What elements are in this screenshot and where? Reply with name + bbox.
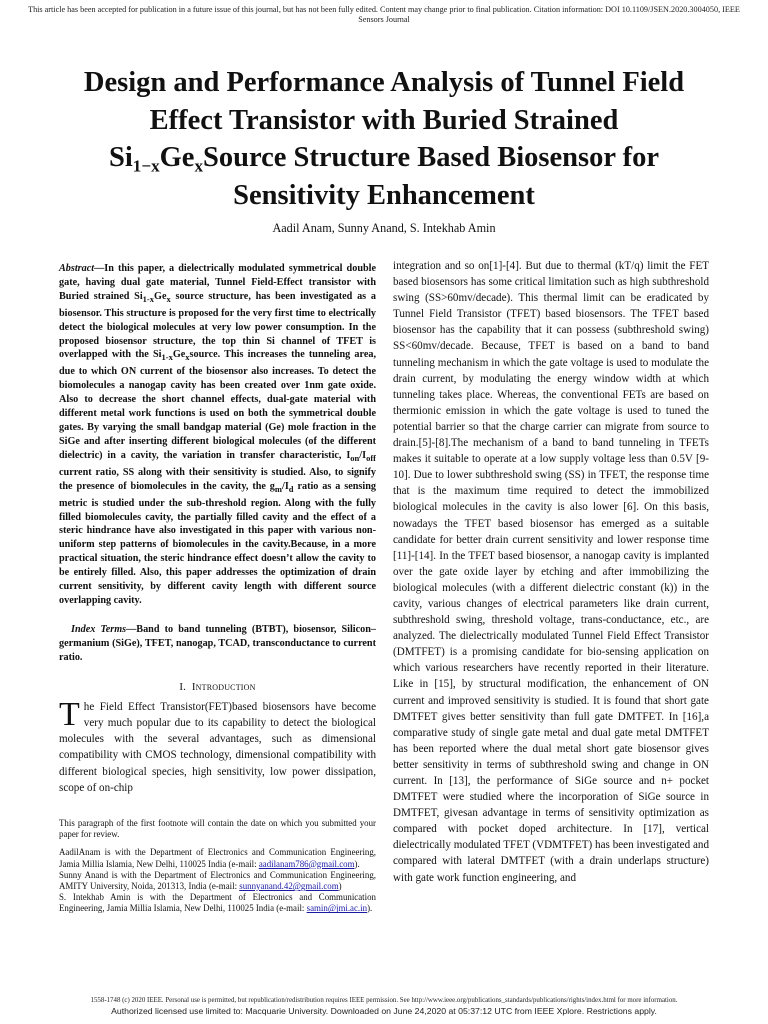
title-line-3: $Si_{1-x}Ge_xSource$ Structure Based Biosensor for: [109, 142, 659, 176]
copyright-line: 1558-1748 (c) 2020 IEEE. Personal use is permitted, but republication/redistribution requires IEEE permission. See http://www.ieee.org/publications_standards/publications/rights/index.html for more information.: [90, 997, 678, 1004]
index-terms-label: Index Terms: [71, 623, 127, 635]
title-line-2: Effect Transistor with Buried Strained: [149, 104, 619, 136]
paper-title: [40, 64, 728, 214]
email-link-aadil[interactable]: aadilanam786@gmail.com: [258, 858, 355, 869]
left-column: [59, 262, 376, 796]
journal-notice: This article has been accepted for publication in a future issue of this journal, but has not been fully edited. Content may change prior to final publication. Citation information: DOI 10.1109/JSEN.2020.3004050, IEEE Sensors Journal: [28, 5, 740, 24]
author-list: Aadil Anam, Sunny Anand, S. Intekhab Amin: [272, 221, 496, 235]
license-line: Authorized licensed use limited to: Macquarie University. Downloaded on June 24,2020 at 05:37:12 UTC from IEEE Xplore. Restrictions apply.: [111, 1006, 657, 1016]
email-link-sunny[interactable]: sunnyanand.42@gmail.com: [239, 881, 339, 892]
right-column: [393, 258, 709, 886]
index-terms: Index Terms—Band to band tunneling (BTBT), biosensor, Silicon–germanium (SiGe), TFET, nanogap, TCAD, transconductance to current ratio.: [59, 623, 376, 663]
section-heading-introduction: I. Introduction: [179, 680, 256, 693]
drop-cap: T: [59, 695, 80, 733]
title-line-1: Design and Performance Analysis of Tunnel Field: [83, 67, 685, 98]
footnotes: [59, 818, 376, 915]
introduction-continued: integration and so on[1]-[4]. But due to thermal (kT/q) limit the FET based biosensors has some critical limitation such as high subthreshold swing (SS>60mv/decade). This thermal limit can be eradicated by Tunnel Field Transistor (TFET) based biosensors. The TFET based biosensor has the capability that it can possess (subthreshold swing) SS<60mv/decade. Because, TFET is based on a band to band tunneling mechanism in which the gate voltage is used to modulate the drain current, by modulating the energy window width at which tunneling takes place. Whereas, the conventional FETs are based on thermionic emission in which the gate voltage is used to tuned the potential barrier so that the charge carrier can migrate from source to drain.[5]-[8].The mechanism of a band to band tunneling in TFETs makes it suitable to operate at a low supply voltage less than 0.5V [9-10]. Due to lower subthreshold swing (SS) in TFET, the response time that is the maximum time required to detect the immobilized biological molecules in the cavity is also lower [6]. On this basis, nowadays the TFET based biosensor has emerged as a suitable candidate for better drain current sensitivity and lower response time [11]-[14]. In the TFET based biosensor, a nanogap cavity is implanted over the gate oxide layer by etching and after immobilizing the biological molecules (with a different dielectric constant (k)) in the cavity, various changes of electrical parameters like drain current, subthreshold swing, threshold voltage, trans-conductance, etc., are analyzed. The dielectrically modulated Tunnel Field Effect Transistor (DMTFET) is a promising candidate for bio-sensing application on which various researchers have recently reported in their literature. Like in [15], by structural modification, the enhancement of ON current and improved sensitivity is studied. It is found that short gate DMTFET gives better sensitivity than full gate DMTFET. In [16],a comparative study of single gate metal and dual gate metal DMTFET has been reported where the dual metal short gate biosensor gives better sensitivity in terms of subthreshold swing and change in ON current. In [13], the performance of SiGe source and n+ pocket DMTFET were studied where the incorporation of SiGe source in DMTFET, givesan advantage in terms of sensitivity optimization as compared with pocket doped architecture. In [17], vertical dielectrically modulated TFET (VDMTFET) has been investigated and compared with lateral DMTFET (with a drain underlaps structure) with gate work function engineering, and: [393, 260, 709, 884]
email-link-intekhab[interactable]: samin@jmi.ac.in: [306, 903, 368, 914]
footnote-intekhab: S. Intekhab Amin is with the Department of Electronics and Communication Engineering, Jamia Millia Islamia, New Delhi, 110025 India (e-mail: samin@jmi.ac.in).: [59, 892, 376, 914]
abstract: Abstract—In this paper, a dielectrically modulated symmetrical double gate, having dual gate material, Tunnel Field-Effect transistor with Buried strained $Si_{1-x}Ge_x$ source structure, has been investigated as a biosensor. This structure is proposed for the very first time to electrically detect the biological molecules at very low power consumption. In the proposed biosensor structure, the top thin Si channel of TFET is overlapped with the $Si_{1-x}Ge_xsource$. This increases the tunneling area, due to which ON current of the biosensor also increases. To detect the biomolecules a nanogap cavity has been created over 1nm gate oxide. Also to decrease the short channel effects, dual-gate material with different metal work functions is used on both the symmetrical double gates. By varying the small bandgap material (Ge) mole fraction in the SiGe and after inserting different biological molecules (of the different dielectric) in a cavity, the variation in transfer characteristic, $I_{on}/I_{off}$ current ratio, SS along with their sensitivity is studied. Also, to signify the presence of biomolecules in the cavity, the $g_m/I_d$ ratio as a sensing metric is studied under the sub-threshold region. Along with the fully filled biomolecules cavity, the partially filled cavity and the effect of a steric hindrance have also investigated in this paper with various non-uniform step patterns of biomolecules in the cavity.Because, in a more practical situation, the steric hindrance effect doesn’t allow the cavity to be entirely filled. Also, this paper addresses the optimization of drain current sensitivity, by different cavity length with different source overlapping cavity.: [59, 263, 376, 606]
title-line-4: Sensitivity Enhancement: [233, 179, 535, 211]
abstract-label: Abstract: [59, 263, 95, 274]
footnote-sunny: Sunny Anand is with the Department of Electronics and Communication Engineering, AMITY University, Noida, 201313, India (e-mail: sunnyanand.42@gmail.com): [59, 869, 376, 892]
footnote-aadil: AadilAnam is with the Department of Electronics and Communication Engineering, Jamia Millia Islamia, New Delhi, 110025 India (e-mail: aadilanam786@gmail.com).: [59, 847, 376, 869]
introduction-paragraph: The Field Effect Transistor(FET)based biosensors have become very much popular due to its capability to detect the biological molecules with the several advantages, such as dimensional compatibility with CMOS technology, dimensional compatibility with different biological species, high sensitivity, low power dissipation, scope of on-chip: [59, 695, 376, 795]
footnote-submission: This paragraph of the first footnote will contain the date on which you submitted your paper for review.: [59, 818, 376, 840]
